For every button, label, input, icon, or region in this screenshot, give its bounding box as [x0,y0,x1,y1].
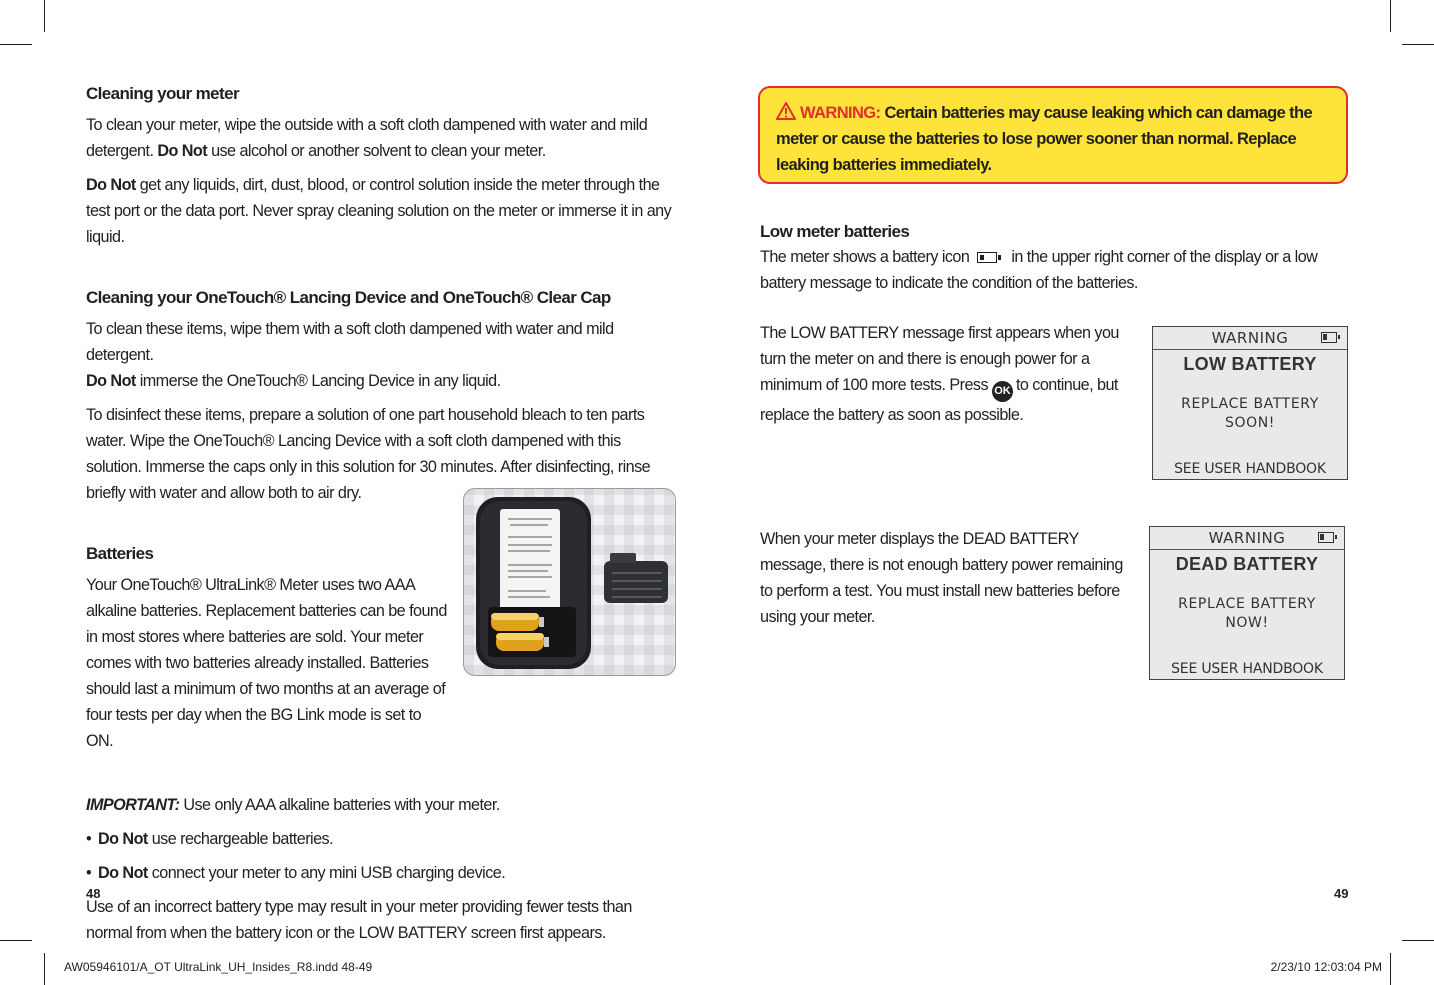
low-meter-paragraph-1: The meter shows a battery icon in the upper right corner of the display or a low battery message to indicate the condition of the batteries. [760,248,1318,292]
cleaning-meter-heading: Cleaning your meter [86,84,239,103]
cleaning-lancing-paragraph-1: To clean these items, wipe them with a soft cloth dampened with water and mild detergent. [86,320,614,364]
cleaning-lancing-heading: Cleaning your OneTouch® Lancing Device and OneTouch® Clear Cap [86,288,611,307]
battery-icon [1321,332,1337,343]
screen-message: REPLACE BATTERY SOON! [1181,396,1319,431]
low-battery-paragraph: The LOW BATTERY message first appears when you turn the meter on and there is enough power for a minimum of 100 more tests. Press OK to continue, but replace the battery as soon as possible. [760,324,1119,424]
important-note: IMPORTANT: Use only AAA alkaline batteries with your meter. [86,796,500,814]
dead-battery-paragraph: When your meter displays the DEAD BATTERY message, there is not enough battery power remaining to perform a test. You must install new batteries before using your meter. [760,530,1123,626]
crop-mark [44,953,45,985]
crop-mark [0,940,32,941]
crop-mark [44,0,45,32]
battery-icon [977,252,997,263]
crop-mark [1402,44,1434,45]
batteries-heading: Batteries [86,544,154,563]
warning-triangle-icon [776,102,796,120]
cleaning-lancing-paragraph-3: To disinfect these items, prepare a solution of one part household bleach to ten parts water. Wipe the OneTouch® Lancing Device with a soft cloth dampened with this solution. Immerse the caps only in this solution for 30 minutes. After disinfecting, rinse briefly with water and allow both to air dry. [86,406,651,502]
batteries-paragraph: Your OneTouch® UltraLink® Meter uses two AAA alkaline batteries. Replacement batteries can be found in most stores where batteries are sold. Your meter comes with two batteries already installed. Batteries should last a minimum of two months at an average of four tests per day when the BG Link mode is set to ON. [86,576,447,750]
screen-title: DEAD BATTERY [1175,554,1319,574]
page-number-right: 49 [1334,886,1349,901]
screen-message: REPLACE BATTERY NOW! [1178,596,1316,631]
cleaning-meter-paragraph-2: Do Not get any liquids, dirt, dust, blood, or control solution inside the meter through the test port or the data port. Never spray cleaning solution on the meter or immerse it in any liquid. [86,176,672,246]
meter-battery-compartment-image [463,488,676,676]
cleaning-lancing-paragraph-2: Do Not immerse the OneTouch® Lancing Device in any liquid. [86,372,501,390]
screen-footer: SEE USER HANDBOOK [1174,461,1326,477]
crop-mark [1402,940,1434,941]
important-bullet: • Do Not use rechargeable batteries. [86,826,678,852]
screen-title: LOW BATTERY [1183,354,1317,374]
important-bullet: • Do Not connect your meter to any mini USB charging device. [86,860,678,886]
low-battery-screen [1152,326,1348,480]
crop-mark [1390,953,1391,985]
screen-header: WARNING [1150,527,1344,550]
cleaning-meter-paragraph-1: To clean your meter, wipe the outside with a soft cloth dampened with water and mild detergent. Do Not use alcohol or another solvent to clean your meter. [86,116,648,160]
screen-footer: SEE USER HANDBOOK [1171,661,1323,677]
dead-battery-screen [1149,526,1345,680]
battery-icon [1318,532,1334,543]
crop-mark [1390,0,1391,32]
screen-header: WARNING [1153,327,1347,350]
warning-label: WARNING: [800,104,881,122]
warning-text: Certain batteries may cause leaking which can damage the meter or cause the batteries to lose power sooner than normal. Replace leaking batteries immediately. [776,104,1313,174]
meter-illustration [464,489,675,675]
important-closing: Use of an incorrect battery type may result in your meter providing fewer tests than normal from when the battery icon or the LOW BATTERY screen first appears. [86,898,632,942]
slug-timestamp: 2/23/10 12:03:04 PM [1270,960,1382,974]
ok-button-icon: OK [992,381,1013,402]
page-number-left: 48 [86,886,101,901]
low-meter-heading: Low meter batteries [760,222,910,241]
crop-mark [0,44,32,45]
battery-warning-box [758,86,1348,184]
slug-filename: AW05946101/A_OT UltraLink_UH_Insides_R8.indd 48-49 [64,960,373,974]
